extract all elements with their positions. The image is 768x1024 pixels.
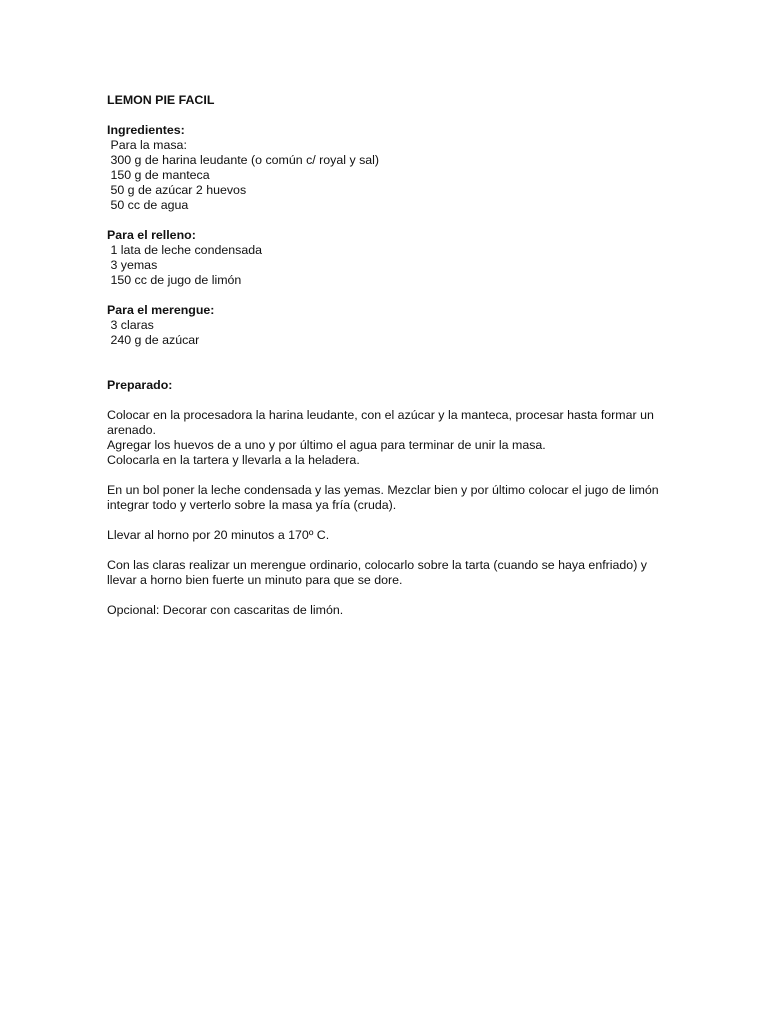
- step-paragraph: Agregar los huevos de a uno y por último el agua para terminar de unir la masa.: [107, 438, 546, 452]
- ingredient-line: Para la masa:: [107, 138, 187, 152]
- preparado-heading: Preparado:: [107, 378, 173, 392]
- relleno-heading: Para el relleno:: [107, 228, 196, 242]
- ingredient-line: 50 cc de agua: [107, 198, 189, 212]
- step-paragraph: Opcional: Decorar con cascaritas de limón.: [107, 603, 344, 617]
- ingredient-line: 50 g de azúcar 2 huevos: [107, 183, 247, 197]
- relleno-line: 150 cc de jugo de limón: [107, 273, 242, 287]
- step-paragraph: Colocar en la procesadora la harina leudante, con el azúcar y la manteca, procesar hasta formar un arenado.: [107, 408, 654, 437]
- ingredient-line: 150 g de manteca: [107, 168, 210, 182]
- step-paragraph: En un bol poner la leche condensada y las yemas. Mezclar bien y por último colocar el jugo de limón integrar todo y verterlo sobre la masa ya fría (cruda).: [107, 483, 659, 512]
- merengue-line: 3 claras: [107, 318, 154, 332]
- merengue-line: 240 g de azúcar: [107, 333, 200, 347]
- relleno-line: 3 yemas: [107, 258, 158, 272]
- document-body: [107, 93, 672, 618]
- ingredient-line: 300 g de harina leudante (o común c/ royal y sal): [107, 153, 380, 167]
- merengue-heading: Para el merengue:: [107, 303, 215, 317]
- step-paragraph: Colocarla en la tartera y llevarla a la heladera.: [107, 453, 360, 467]
- step-paragraph: Llevar al horno por 20 minutos a 170º C.: [107, 528, 330, 542]
- recipe-title: LEMON PIE FACIL: [107, 93, 215, 107]
- ingredients-heading: Ingredientes:: [107, 123, 185, 137]
- step-paragraph: Con las claras realizar un merengue ordinario, colocarlo sobre la tarta (cuando se haya enfriado) y llevar a horno bien fuerte un minuto para que se dore.: [107, 558, 647, 587]
- relleno-line: 1 lata de leche condensada: [107, 243, 263, 257]
